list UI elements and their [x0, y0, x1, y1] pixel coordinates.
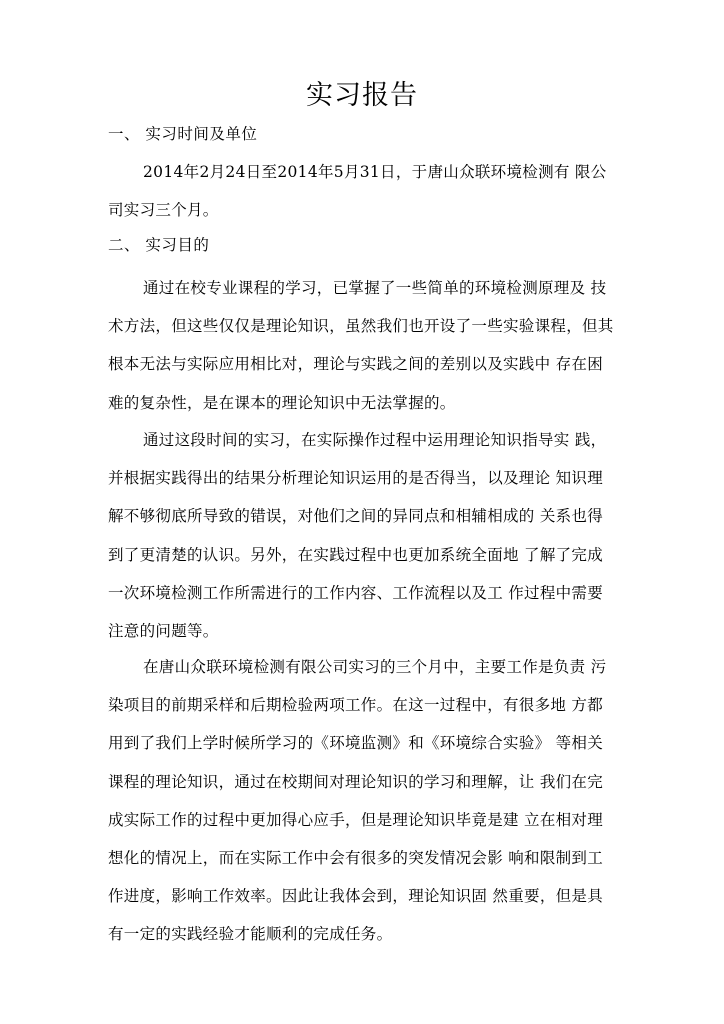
- paragraph-line: 课程的理论知识，通过在校期间对理论知识的学习和理解，让 我们在完: [108, 772, 604, 791]
- section-heading-2: 二、 实习目的: [108, 236, 210, 254]
- paragraph-line: 解不够彻底所导致的错误，对他们之间的异同点和相辅相成的 关系也得: [108, 507, 604, 526]
- section-heading-1: 一、 实习时间及单位: [108, 125, 258, 143]
- paragraph-line: 术方法，但这些仅仅是理论知识，虽然我们也开设了一些实验课程，但其: [108, 317, 614, 336]
- paragraph-line: 2014年2月24日至2014年5月31日，于唐山众联环境检测有 限公: [143, 163, 607, 181]
- paragraph-line: 想化的情况上，而在实际工作中会有很多的突发情况会影 响和限制到工: [108, 849, 604, 868]
- paragraph-line: 到了更清楚的认识。另外，在实践过程中也更加系统全面地 了解了完成: [108, 545, 604, 564]
- document-title: 实习报告: [306, 80, 418, 111]
- paragraph-line: 并根据实践得出的结果分析理论知识运用的是否得当，以及理论 知识理: [108, 469, 604, 488]
- paragraph-line: 有一定的实践经验才能顺利的完成任务。: [108, 925, 393, 944]
- paragraph-line: 通过在校专业课程的学习，已掌握了一些简单的环境检测原理及 技: [143, 279, 607, 297]
- paragraph-internship-period: [108, 153, 620, 229]
- paragraph-line: 在唐山众联环境检测有限公司实习的三个月中，主要工作是负责 污: [143, 658, 607, 676]
- paragraph-line: 根本无法与实际应用相比对，理论与实践之间的差别以及实践中 存在困: [108, 355, 604, 374]
- paragraph-line: 通过这段时间的实习，在实际操作过程中运用理论知识指导实 践，: [143, 431, 607, 449]
- paragraph-line: 难的复杂性，是在课本的理论知识中无法掌握的。: [108, 393, 456, 412]
- paragraph-line: 一次环境检测工作所需进行的工作内容、工作流程以及工 作过程中需要: [108, 583, 604, 602]
- paragraph-purpose-2: [108, 421, 620, 650]
- paragraph-line: 成实际工作的过程中更加得心应手，但是理论知识毕竟是建 立在相对理: [108, 810, 604, 829]
- paragraph-line: 染项目的前期采样和后期检验两项工作。在这一过程中，有很多地 方都: [108, 696, 604, 715]
- paragraph-purpose-3: [108, 648, 620, 954]
- paragraph-line: 用到了我们上学时候所学习的《环境监测》和《环境综合实验》 等相关: [108, 734, 604, 753]
- paragraph-line: 注意的问题等。: [108, 622, 219, 641]
- paragraph-line: 作进度，影响工作效率。因此让我体会到，理论知识固 然重要，但是具: [108, 887, 604, 906]
- paragraph-purpose-1: [108, 269, 620, 422]
- paragraph-line: 司实习三个月。: [108, 201, 219, 220]
